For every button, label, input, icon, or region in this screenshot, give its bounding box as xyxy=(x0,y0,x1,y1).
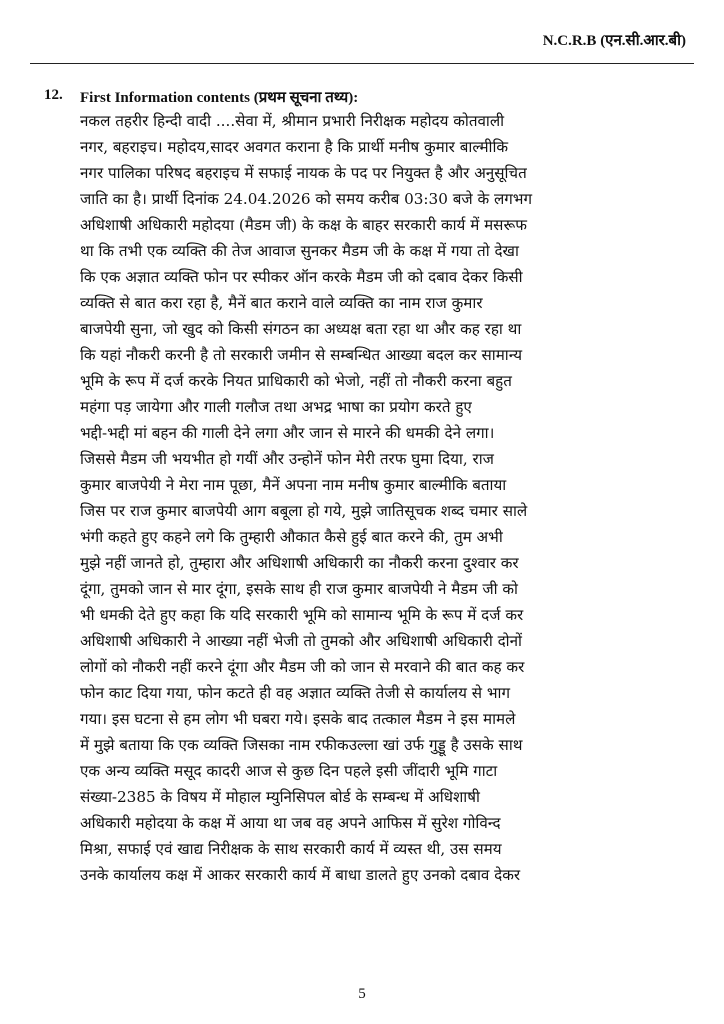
first-information-body xyxy=(80,108,690,888)
body-line: में मुझे बताया कि एक व्यक्ति जिसका नाम रफीकउल्ला खां उर्फ गुड्डू है उसके साथ xyxy=(80,736,523,754)
body-line: संख्या-2385 के विषय में मोहाल म्युनिसिपल बोर्ड के सम्बन्ध में अधिशाषी xyxy=(80,788,480,806)
body-line: एक अन्य व्यक्ति मसूद कादरी आज से कुछ दिन पहले इसी जींदारी भूमि गाटा xyxy=(80,762,498,780)
body-line: दूंगा, तुमको जान से मार दूंगा, इसके साथ ही राज कुमार बाजपेयी ने मैडम जी को xyxy=(80,580,518,598)
page-number: 5 xyxy=(358,986,366,1002)
body-line: जिस पर राज कुमार बाजपेयी आग बबूला हो गये, मुझे जातिसूचक शब्द चमार साले xyxy=(80,502,528,520)
body-line: अधिकारी महोदया के कक्ष में आया था जब वह अपने आफिस में सुरेश गोविन्द xyxy=(80,814,501,832)
section-number: 12. xyxy=(44,87,63,103)
body-line: लोगों को नौकरी नहीं करने दूंगा और मैडम जी को जान से मरवाने की बात कह कर xyxy=(80,658,525,676)
body-line: कि यहां नौकरी करनी है तो सरकारी जमीन से सम्बन्धित आख्या बदल कर सामान्य xyxy=(80,346,523,364)
body-line: भंगी कहते हुए कहने लगे कि तुम्हारी औकात कैसे हुई बात करने की, तुम अभी xyxy=(80,528,503,546)
body-line: कि एक अज्ञात व्यक्ति फोन पर स्पीकर ऑन करके मैडम जी को दबाव देकर किसी xyxy=(80,268,523,286)
body-line: कुमार बाजपेयी ने मेरा नाम पूछा, मैनें अपना नाम मनीष कुमार बाल्मीकि बताया xyxy=(80,476,507,494)
header-divider xyxy=(30,63,694,64)
body-line: अधिशाषी अधिकारी ने आख्या नहीं भेजी तो तुमको और अधिशाषी अधिकारी दोनों xyxy=(80,632,522,650)
body-line: मिश्रा, सफाई एवं खाद्य निरीक्षक के साथ सरकारी कार्य में व्यस्त थी, उस समय xyxy=(80,840,502,858)
body-line: नकल तहरीर हिन्दी वादी ....सेवा में, श्रीमान प्रभारी निरीक्षक महोदय कोतवाली xyxy=(80,112,505,130)
body-line: भद्दी-भद्दी मां बहन की गाली देने लगा और जान से मारने की धमकी देने लगा। xyxy=(80,424,495,442)
body-line: गया। इस घटना से हम लोग भी घबरा गये। इसके बाद तत्काल मैडम ने इस मामले xyxy=(80,710,516,728)
body-line: उनके कार्यालय कक्ष में आकर सरकारी कार्य में बाधा डालते हुए उनको दबाव देकर xyxy=(80,866,521,884)
body-line: नगर पालिका परिषद बहराइच में सफाई नायक के पद पर नियुक्त है और अनुसूचित xyxy=(80,164,527,182)
body-line: जिससे मैडम जी भयभीत हो गयीं और उन्होनें फोन मेरी तरफ घुमा दिया, राज xyxy=(80,450,494,468)
body-line: व्यक्ति से बात करा रहा है, मैनें बात कराने वाले व्यक्ति का नाम राज कुमार xyxy=(80,294,483,312)
body-line: अधिशाषी अधिकारी महोदया (मैडम जी) के कक्ष के बाहर सरकारी कार्य में मसरूफ xyxy=(80,216,527,234)
body-line: था कि तभी एक व्यक्ति की तेज आवाज सुनकर मैडम जी के कक्ष में गया तो देखा xyxy=(80,242,519,260)
body-line: महंगा पड़ जायेगा और गाली गलौज तथा अभद्र भाषा का प्रयोग करते हुए xyxy=(80,398,472,416)
body-line: भूमि के रूप में दर्ज करके नियत प्राधिकारी को भेजो, नहीं तो नौकरी करना बहुत xyxy=(80,372,512,390)
section-title: First Information contents (प्रथम सूचना तथ्य): xyxy=(80,90,359,106)
body-line: भी धमकी देते हुए कहा कि यदि सरकारी भूमि को सामान्य भूमि के रूप में दर्ज कर xyxy=(80,606,524,624)
body-line: बाजपेयी सुना, जो खुद को किसी संगठन का अध्यक्ष बता रहा था और कह रहा था xyxy=(80,320,522,338)
page-header-org: N.C.R.B (एन.सी.आर.बी) xyxy=(542,33,686,49)
body-line: मुझे नहीं जानते हो, तुम्हारा और अधिशाषी अधिकारी का नौकरी करना दुश्वार कर xyxy=(80,554,519,572)
body-line: जाति का है। प्रार्थी दिनांक 24.04.2026 को समय करीब 03:30 बजे के लगभग xyxy=(80,190,533,208)
body-line: फोन काट दिया गया, फोन कटते ही वह अज्ञात व्यक्ति तेजी से कार्यालय से भाग xyxy=(80,684,510,702)
body-line: नगर, बहराइच। महोदय,सादर अवगत कराना है कि प्रार्थी मनीष कुमार बाल्मीकि xyxy=(80,138,509,156)
